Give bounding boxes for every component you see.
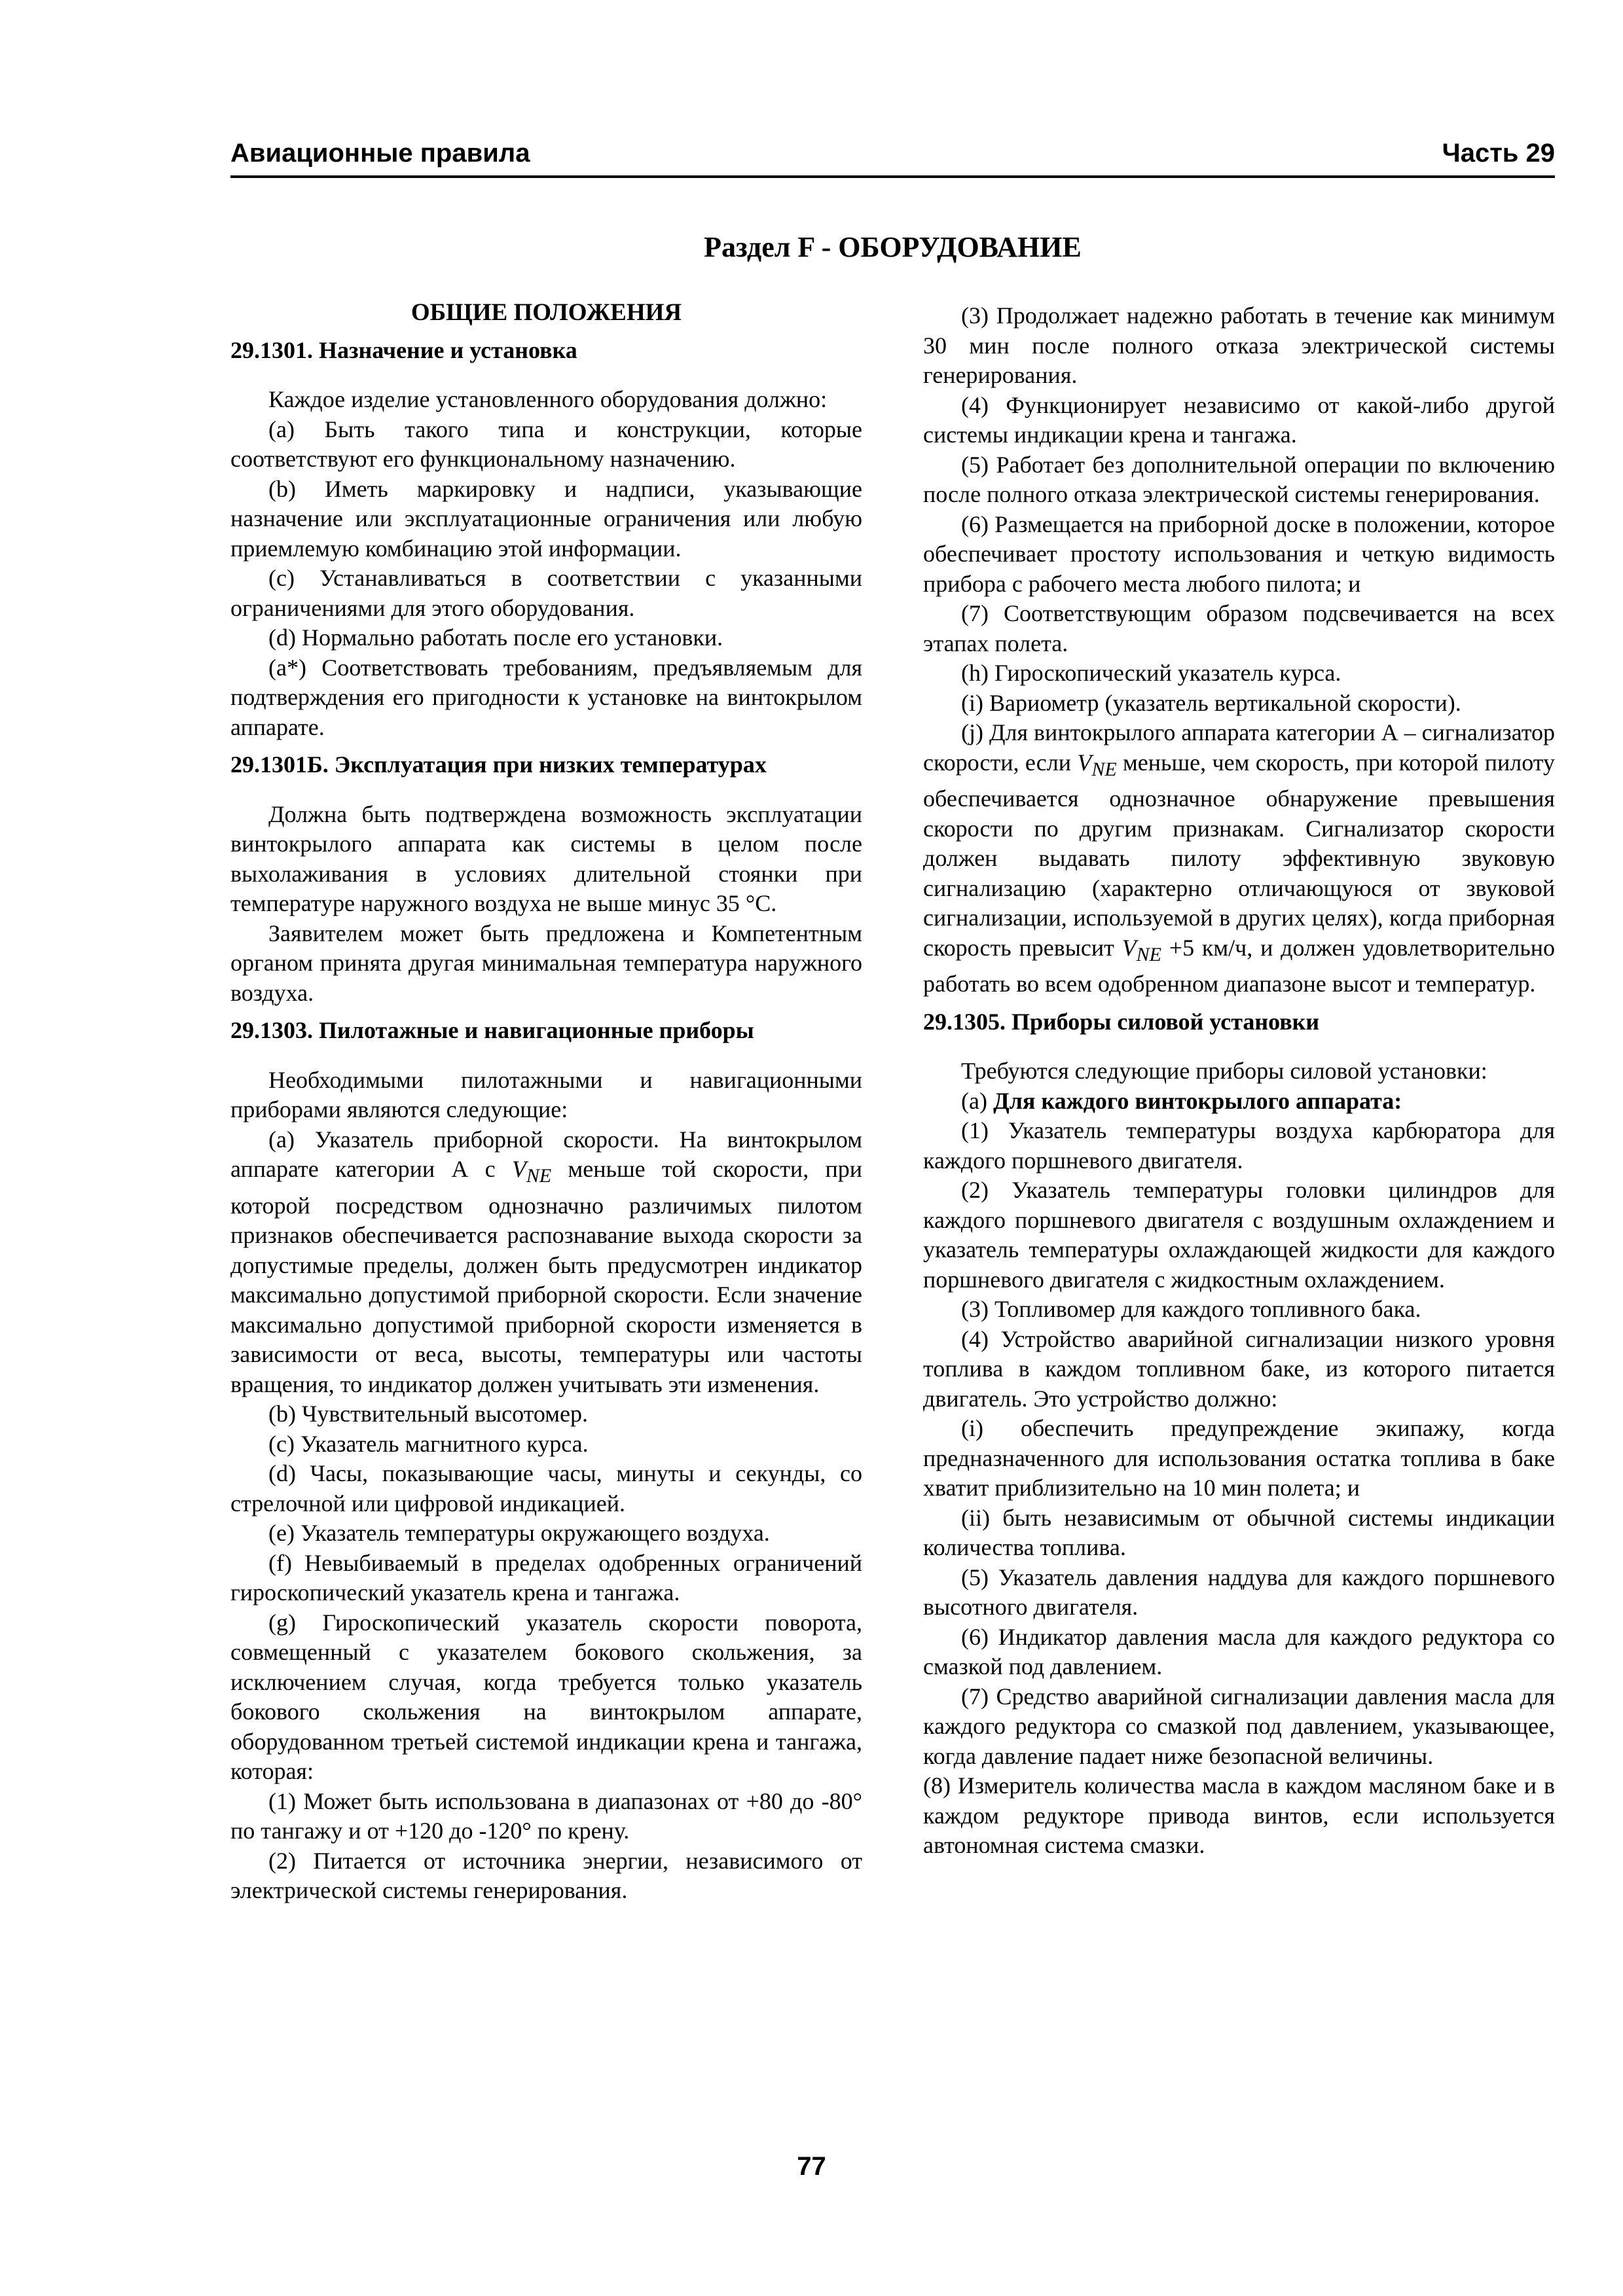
paragraph: Должна быть подтверждена возможность эксплуатации винтокрылого аппарата как системы в целом после выхолаживания в условиях длительной стоянки при температуре наружного воздуха не выше минус 35 °С. [230,800,862,916]
paragraph: Необходимыми пилотажными и навигационными приборами являются следующие: [230,1066,862,1122]
paragraph: (f) Невыбиваемый в пределах одобренных ограничений гироскопический указатель крена и тангажа. [230,1549,862,1606]
paragraph: (4) Устройство аварийной сигнализации низкого уровня топлива в каждом топливном баке, из которого питается двигатель. Это устройство должно: [923,1325,1555,1412]
paragraph: (7) Средство аварийной сигнализации давления масла для каждого редуктора со смазкой под давлением, указывающее, когда давление падает ниже безопасной величины. [923,1683,1555,1769]
text-run: +5 км/ч, и должен удовлетворительно работать во всем одобренном диапазоне высот и температур. [923,934,1555,997]
paragraph: (1) Указатель температуры воздуха карбюратора для каждого поршневого двигателя. [923,1117,1555,1174]
paragraph: Каждое изделие установленного оборудования должно: [268,386,828,412]
vne-symbol: $V_{NE}$ [1122,934,1162,965]
page-number: 77 [797,2152,826,2181]
section-title: Раздел F - ОБОРУДОВАНИЕ [704,231,1082,263]
paragraph: (2) Питается от источника энергии, независимого от электрической системы генерирования. [230,1847,862,1904]
paragraph [230,1125,862,1400]
right-column [923,301,1555,1861]
text-run: меньше той скорости, при которой посредством однозначно различимых пилотом признаков обеспечивается распознавание выхода скорости за допустимые пределы, должен быть предусмотрен индикатор максимально допустимой приборной скорости. Если значение максимально допустимой приборной скорости изменяется в зависимости от веса, высоты, температуры или частоты вращения, то индикатор должен учитывать эти изменения. [230,1156,862,1397]
paragraph: (5) Указатель давления наддува для каждого поршневого высотного двигателя. [923,1564,1555,1621]
paragraph: (6) Индикатор давления масла для каждого редуктора со смазкой под давлением. [923,1623,1555,1680]
text-run: (a) [961,1087,993,1114]
paragraph: Требуются следующие приборы силовой установки: [961,1058,1487,1085]
part-label: Часть 29 [1442,139,1555,168]
vne-symbol: $V_{NE}$ [511,1156,552,1187]
paragraph: (c) Устанавливаться в соответствии с указанными ограничениями для этого оборудования. [230,565,862,621]
section-1305-heading: 29.1305. Приборы силовой установки [923,1008,1320,1035]
section-1303-heading: 29.1303. Пилотажные и навигационные приборы [230,1017,754,1043]
paragraph: Заявителем может быть предложена и Компетентным органом принята другая минимальная температура наружного воздуха. [230,920,862,1006]
bold-subheading: Для каждого винтокрылого аппарата: [993,1087,1402,1114]
vne-symbol: $V_{NE}$ [1077,749,1117,780]
paragraph: (g) Гироскопический указатель скорости поворота, совмещенный с указателем бокового скольжения, за исключением случая, когда требуется только указатель бокового скольжения на винтокрылом аппарате, оборудованном третьей системой индикации крена и тангажа, которая: [230,1609,862,1785]
paragraph: (4) Функционирует независимо от какой-либо другой системы индикации крена и тангажа. [923,391,1555,448]
paragraph: (i) Вариометр (указатель вертикальной скорости). [961,689,1461,716]
paragraph: (5) Работает без дополнительной операции по включению после полного отказа электрической системы генерирования. [923,451,1555,507]
paragraph: (a) Быть такого типа и конструкции, которые соответствуют его функциональному назначению. [230,416,862,472]
running-title: Авиационные правила [230,139,530,168]
paragraph [923,718,1555,999]
paragraph: (8) Измеритель количества масла в каждом масляном баке и в каждом редукторе привода винтов, если используется автономная система смазки. [923,1772,1555,1859]
paragraph: (d) Часы, показывающие часы, минуты и секунды, со стрелочной или цифровой индикацией. [230,1460,862,1516]
paragraph: (7) Соответствующим образом подсвечивается на всех этапах полета. [923,600,1555,656]
paragraph: (d) Нормально работать после его установки. [268,624,723,651]
paragraph: (a*) Соответствовать требованиям, предъявляемым для подтверждения его пригодности к установке на винтокрылом аппарате. [230,654,862,740]
paragraph: (e) Указатель температуры окружающего воздуха. [268,1520,770,1547]
section-1301-heading: 29.1301. Назначение и установка [230,336,577,363]
paragraph: (b) Чувствительный высотомер. [268,1401,588,1427]
text-run: (j) Для винтокрылого аппарата категории А – сигнализатор скорости, если [923,719,1555,776]
section-1301b-heading: 29.1301Б. Эксплуатация при низких температурах [230,751,767,778]
general-provisions-heading: ОБЩИЕ ПОЛОЖЕНИЯ [410,299,682,326]
text-run: меньше, чем скорость, при которой пилоту обеспечивается однозначное обнаружение превышения скорости по другим признакам. Сигнализатор скорости должен выдавать пилоту эффективную звуковую сигнализацию (характерно отличающуюся от звуковой сигнализации, используемой в других целях), когда приборная скорость превысит [923,749,1555,961]
paragraph: (2) Указатель температуры головки цилиндров для каждого поршневого двигателя с воздушным охлаждением и указатель температуры охлаждающей жидкости для каждого поршневого двигателя с жидкостным охлаждением. [923,1177,1555,1293]
paragraph: (h) Гироскопический указатель курса. [961,660,1341,686]
paragraph: (c) Указатель магнитного курса. [268,1430,589,1457]
paragraph: (i) обеспечить предупреждение экипажу, когда предназначенного для использования остатка топлива в баке хватит приблизительно на 10 мин полета; и [923,1415,1555,1501]
paragraph: (3) Продолжает надежно работать в течение как минимум 30 мин после полного отказа электрической системы генерирования. [923,302,1555,388]
left-column [230,298,862,1906]
paragraph: (6) Размещается на приборной доске в положении, которое обеспечивает простоту использования и четкую видимость прибора с рабочего места любого пилота; и [923,511,1555,597]
paragraph: (b) Иметь маркировку и надписи, указывающие назначение или эксплуатационные ограничения или любую приемлемую комбинацию этой информации. [230,475,862,562]
paragraph: (1) Может быть использована в диапазонах от +80 до -80° по тангажу и от +120 до -120° по крену. [230,1787,862,1844]
text-run: (a) Указатель приборной скорости. На винтокрылом аппарате категории А с [230,1126,862,1182]
page-header [230,136,1555,178]
paragraph: (ii) быть независимым от обычной системы индикации количества топлива. [923,1504,1555,1561]
paragraph: (3) Топливомер для каждого топливного бака. [961,1296,1421,1323]
paragraph [923,1086,1555,1117]
